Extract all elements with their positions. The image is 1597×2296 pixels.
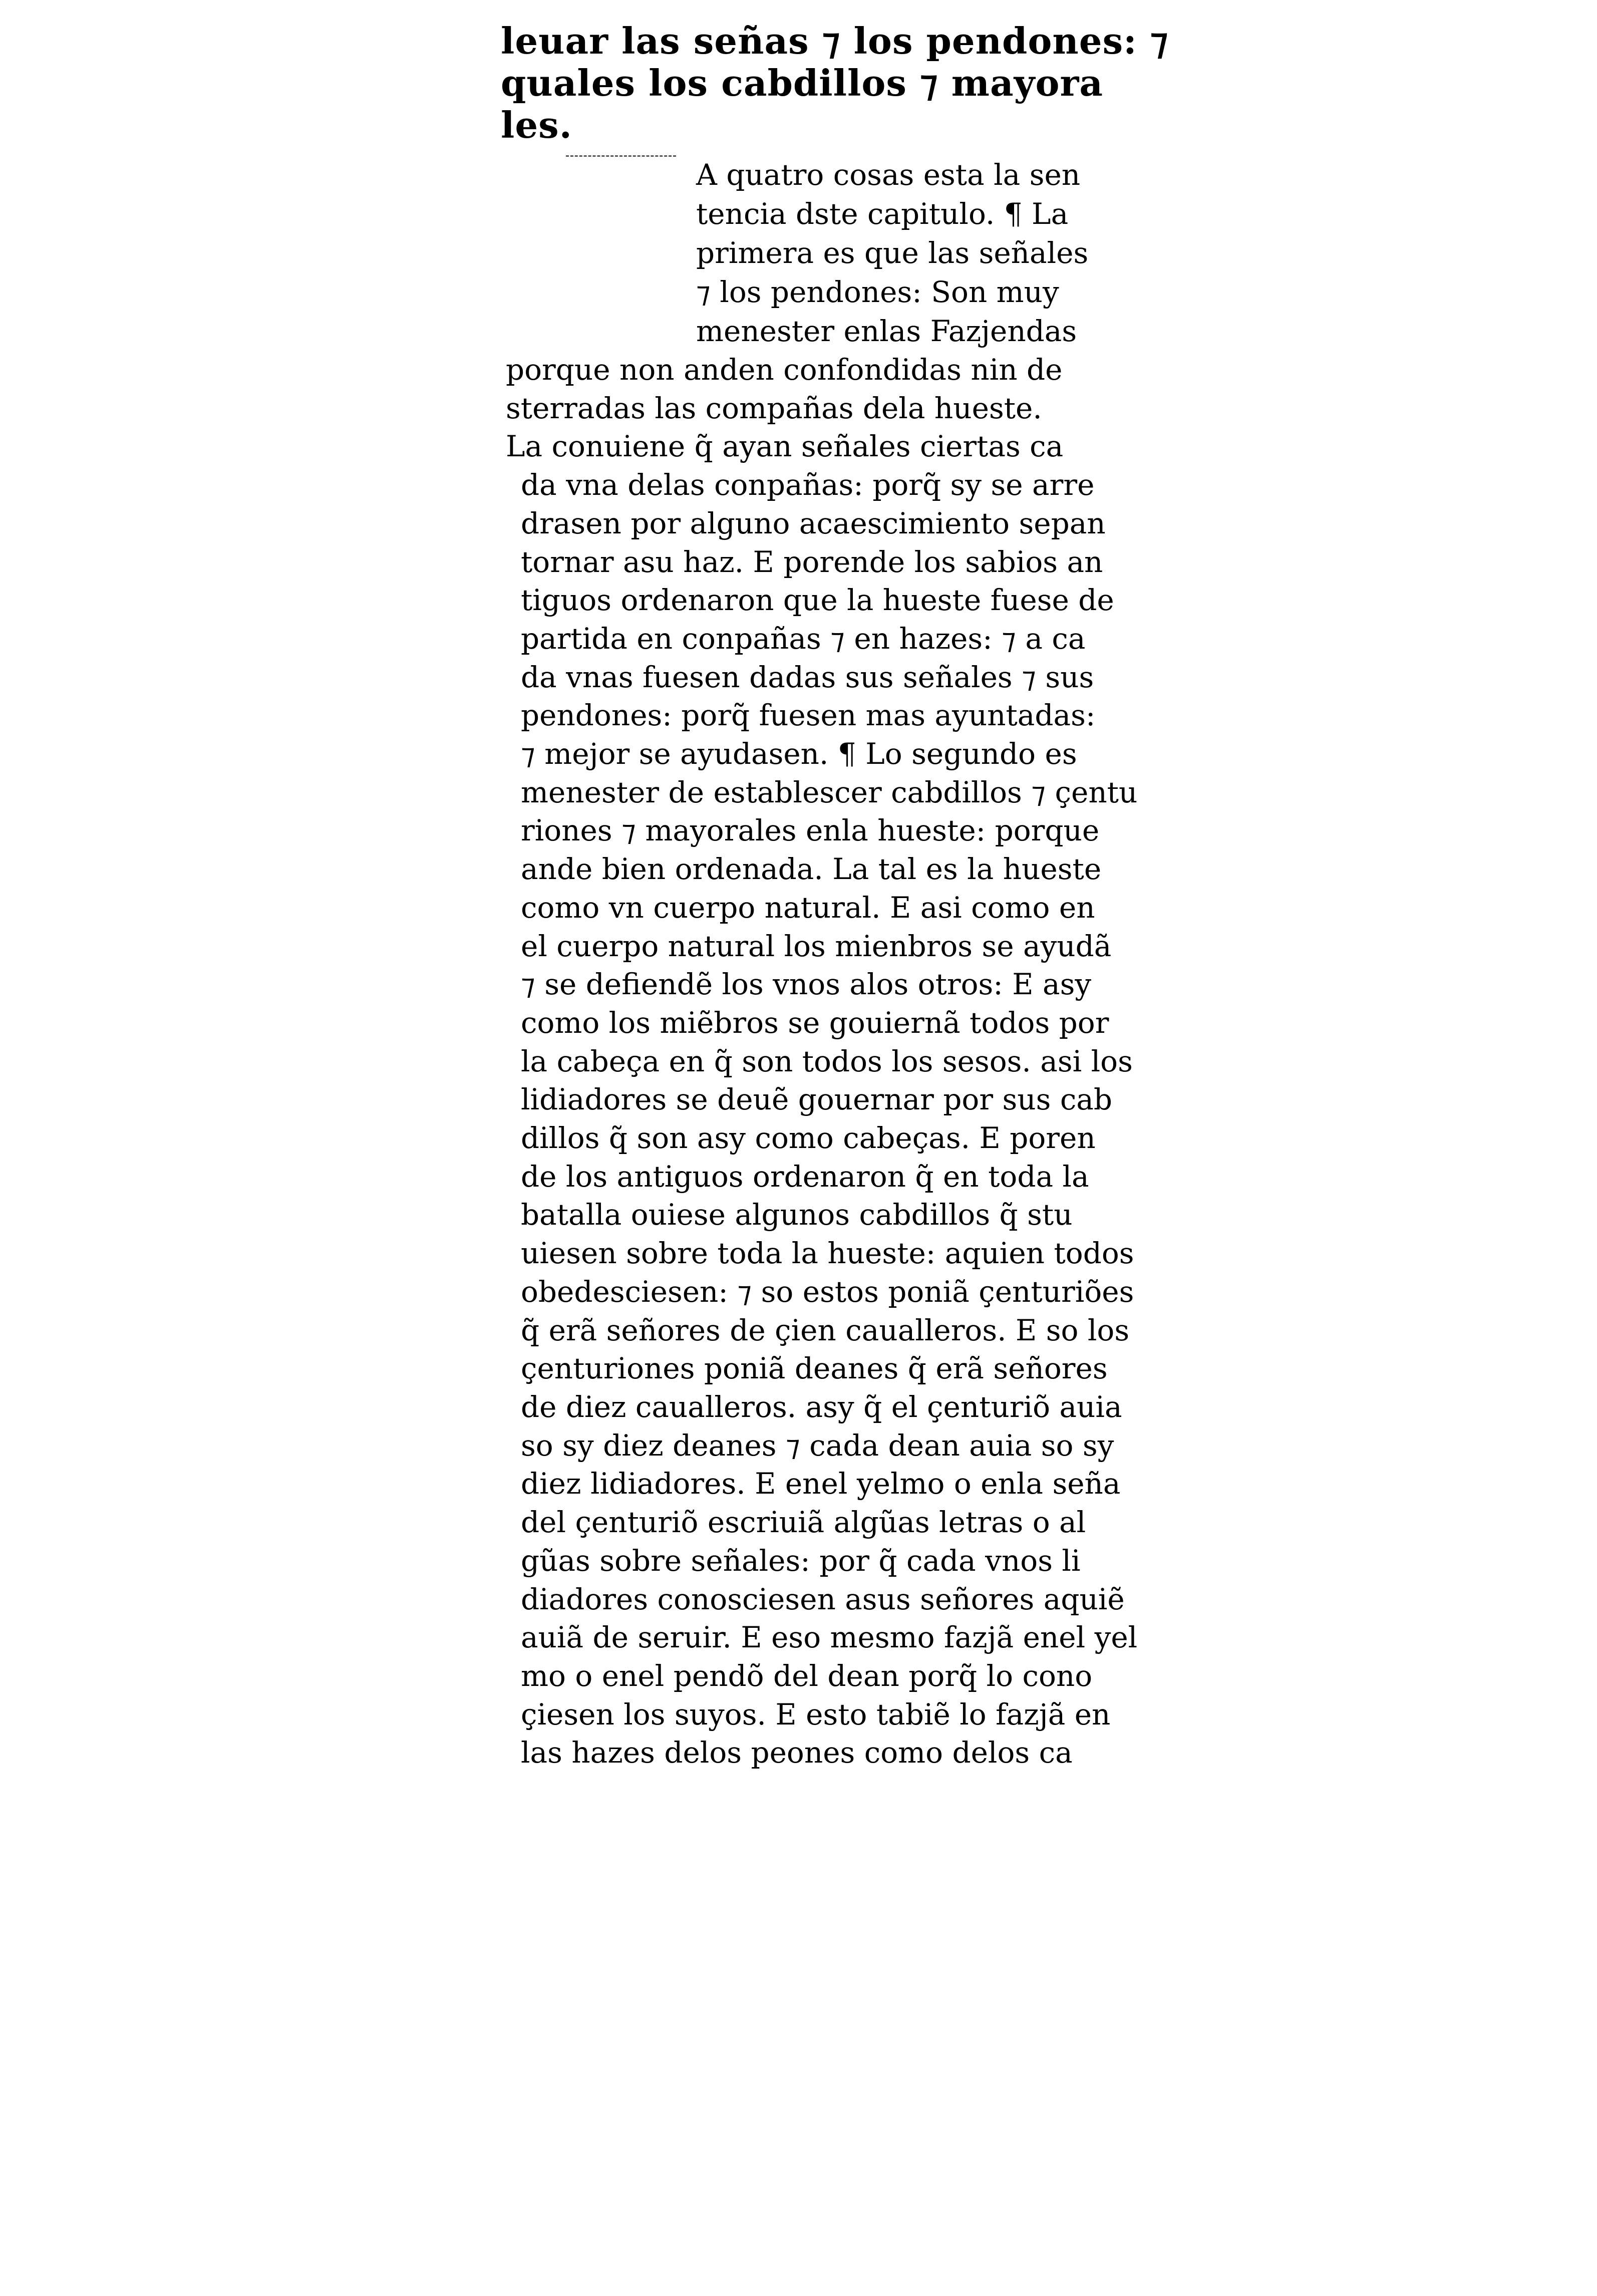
text-line: tornar asu haz. E porende los sabios an [521,544,1103,579]
text-line: las hazes delos peones como delos ca [521,1736,1073,1770]
text-line: riones ⁊ mayorales enla hueste: porque [521,813,1100,848]
text-line: diez lidiadores. E enel yelmo o enla seña [521,1467,1121,1501]
text-line: q̃ erã señores de çien caualleros. E so los [521,1313,1130,1347]
body-text [506,351,1138,1772]
text-line: de los antiguos ordenaron q̃ en toda la [521,1159,1089,1194]
text-line: dillos q̃ son asy como cabeças. E poren [521,1121,1096,1156]
text-line: obedesciesen: ⁊ so estos poniã çenturiões [521,1274,1134,1309]
text-column [501,20,1169,1770]
text-line: menester enlas Fazjendas [696,314,1077,348]
text-line: da vnas fuesen dadas sus señales ⁊ sus [521,660,1094,694]
text-line: ande bien ordenada. La tal es la hueste [521,852,1102,887]
text-line: partida en conpañas ⁊ en hazes: ⁊ a ca [521,621,1086,656]
text-line: ⁊ los pendones: Son muy [696,275,1059,309]
heading-line: quales los cabdillos ⁊ mayora [501,62,1104,104]
text-line: como vn cuerpo natural. E asi como en [521,890,1095,925]
text-line: primera es que las señales [696,236,1089,270]
text-line: ⁊ se defiendẽ los vnos alos otros: E asy [521,967,1092,1002]
text-line: uiesen sobre toda la hueste: aquien todos [521,1236,1134,1271]
text-line: el cuerpo natural los mienbros se ayudã [521,929,1112,963]
text-line: A quatro cosas esta la sen [696,158,1081,192]
text-line: çiesen los suyos. E esto tabiẽ lo fazjã en [521,1697,1111,1732]
text-line: pendones: porq̃ fuesen mas ayuntadas: [521,698,1096,733]
text-line: sterradas las compañas dela hueste. [506,391,1042,425]
chapter-heading [501,20,1169,146]
text-line: del çenturiõ escriuiã algũas letras o al [521,1505,1086,1540]
text-line: tiguos ordenaron que la hueste fuese de [521,583,1114,618]
text-line: la cabeça en q̃ son todos los sesos. asi los [521,1044,1133,1078]
text-line: como los miẽbros se gouiernã todos por [521,1005,1109,1040]
heading-line: leuar las señas ⁊ los pendones: ⁊ [501,20,1169,62]
text-line: La conuiene q̃ ayan señales ciertas ca [506,429,1064,464]
text-line: auiã de seruir. E eso mesmo fazjã enel yel [521,1620,1138,1655]
text-line: de diez caualleros. asy q̃ el çenturiõ auia [521,1389,1122,1424]
text-line: diadores conosciesen asus señores aquiẽ [521,1582,1125,1616]
text-line: porque non anden confondidas nin de [506,353,1063,387]
text-line: çenturiones poniã deanes q̃ erã señores [521,1351,1108,1386]
text-line: mo o enel pendõ del dean porq̃ lo cono [521,1658,1093,1693]
text-line: menester de establescer cabdillos ⁊ çentu [521,775,1138,809]
text-line: drasen por alguno acaescimiento sepan [521,506,1106,540]
text-line: ⁊ mejor se ayudasen. ¶ Lo segundo es [521,737,1077,771]
text-line: da vna delas conpañas: porq̃ sy se arre [521,468,1095,502]
heading-rule [566,155,676,157]
heading-line: les. [501,104,572,146]
indented-paragraph [696,155,1122,351]
text-line: so sy diez deanes ⁊ cada dean auia so sy [521,1428,1114,1463]
text-line: lidiadores se deuẽ gouernar por sus cab [521,1082,1113,1117]
text-line: tencia dste capitulo. ¶ La [696,197,1069,231]
text-line: batalla ouiese algunos cabdillos q̃ stu [521,1198,1073,1232]
text-line: gũas sobre señales: por q̃ cada vnos li [521,1543,1081,1578]
